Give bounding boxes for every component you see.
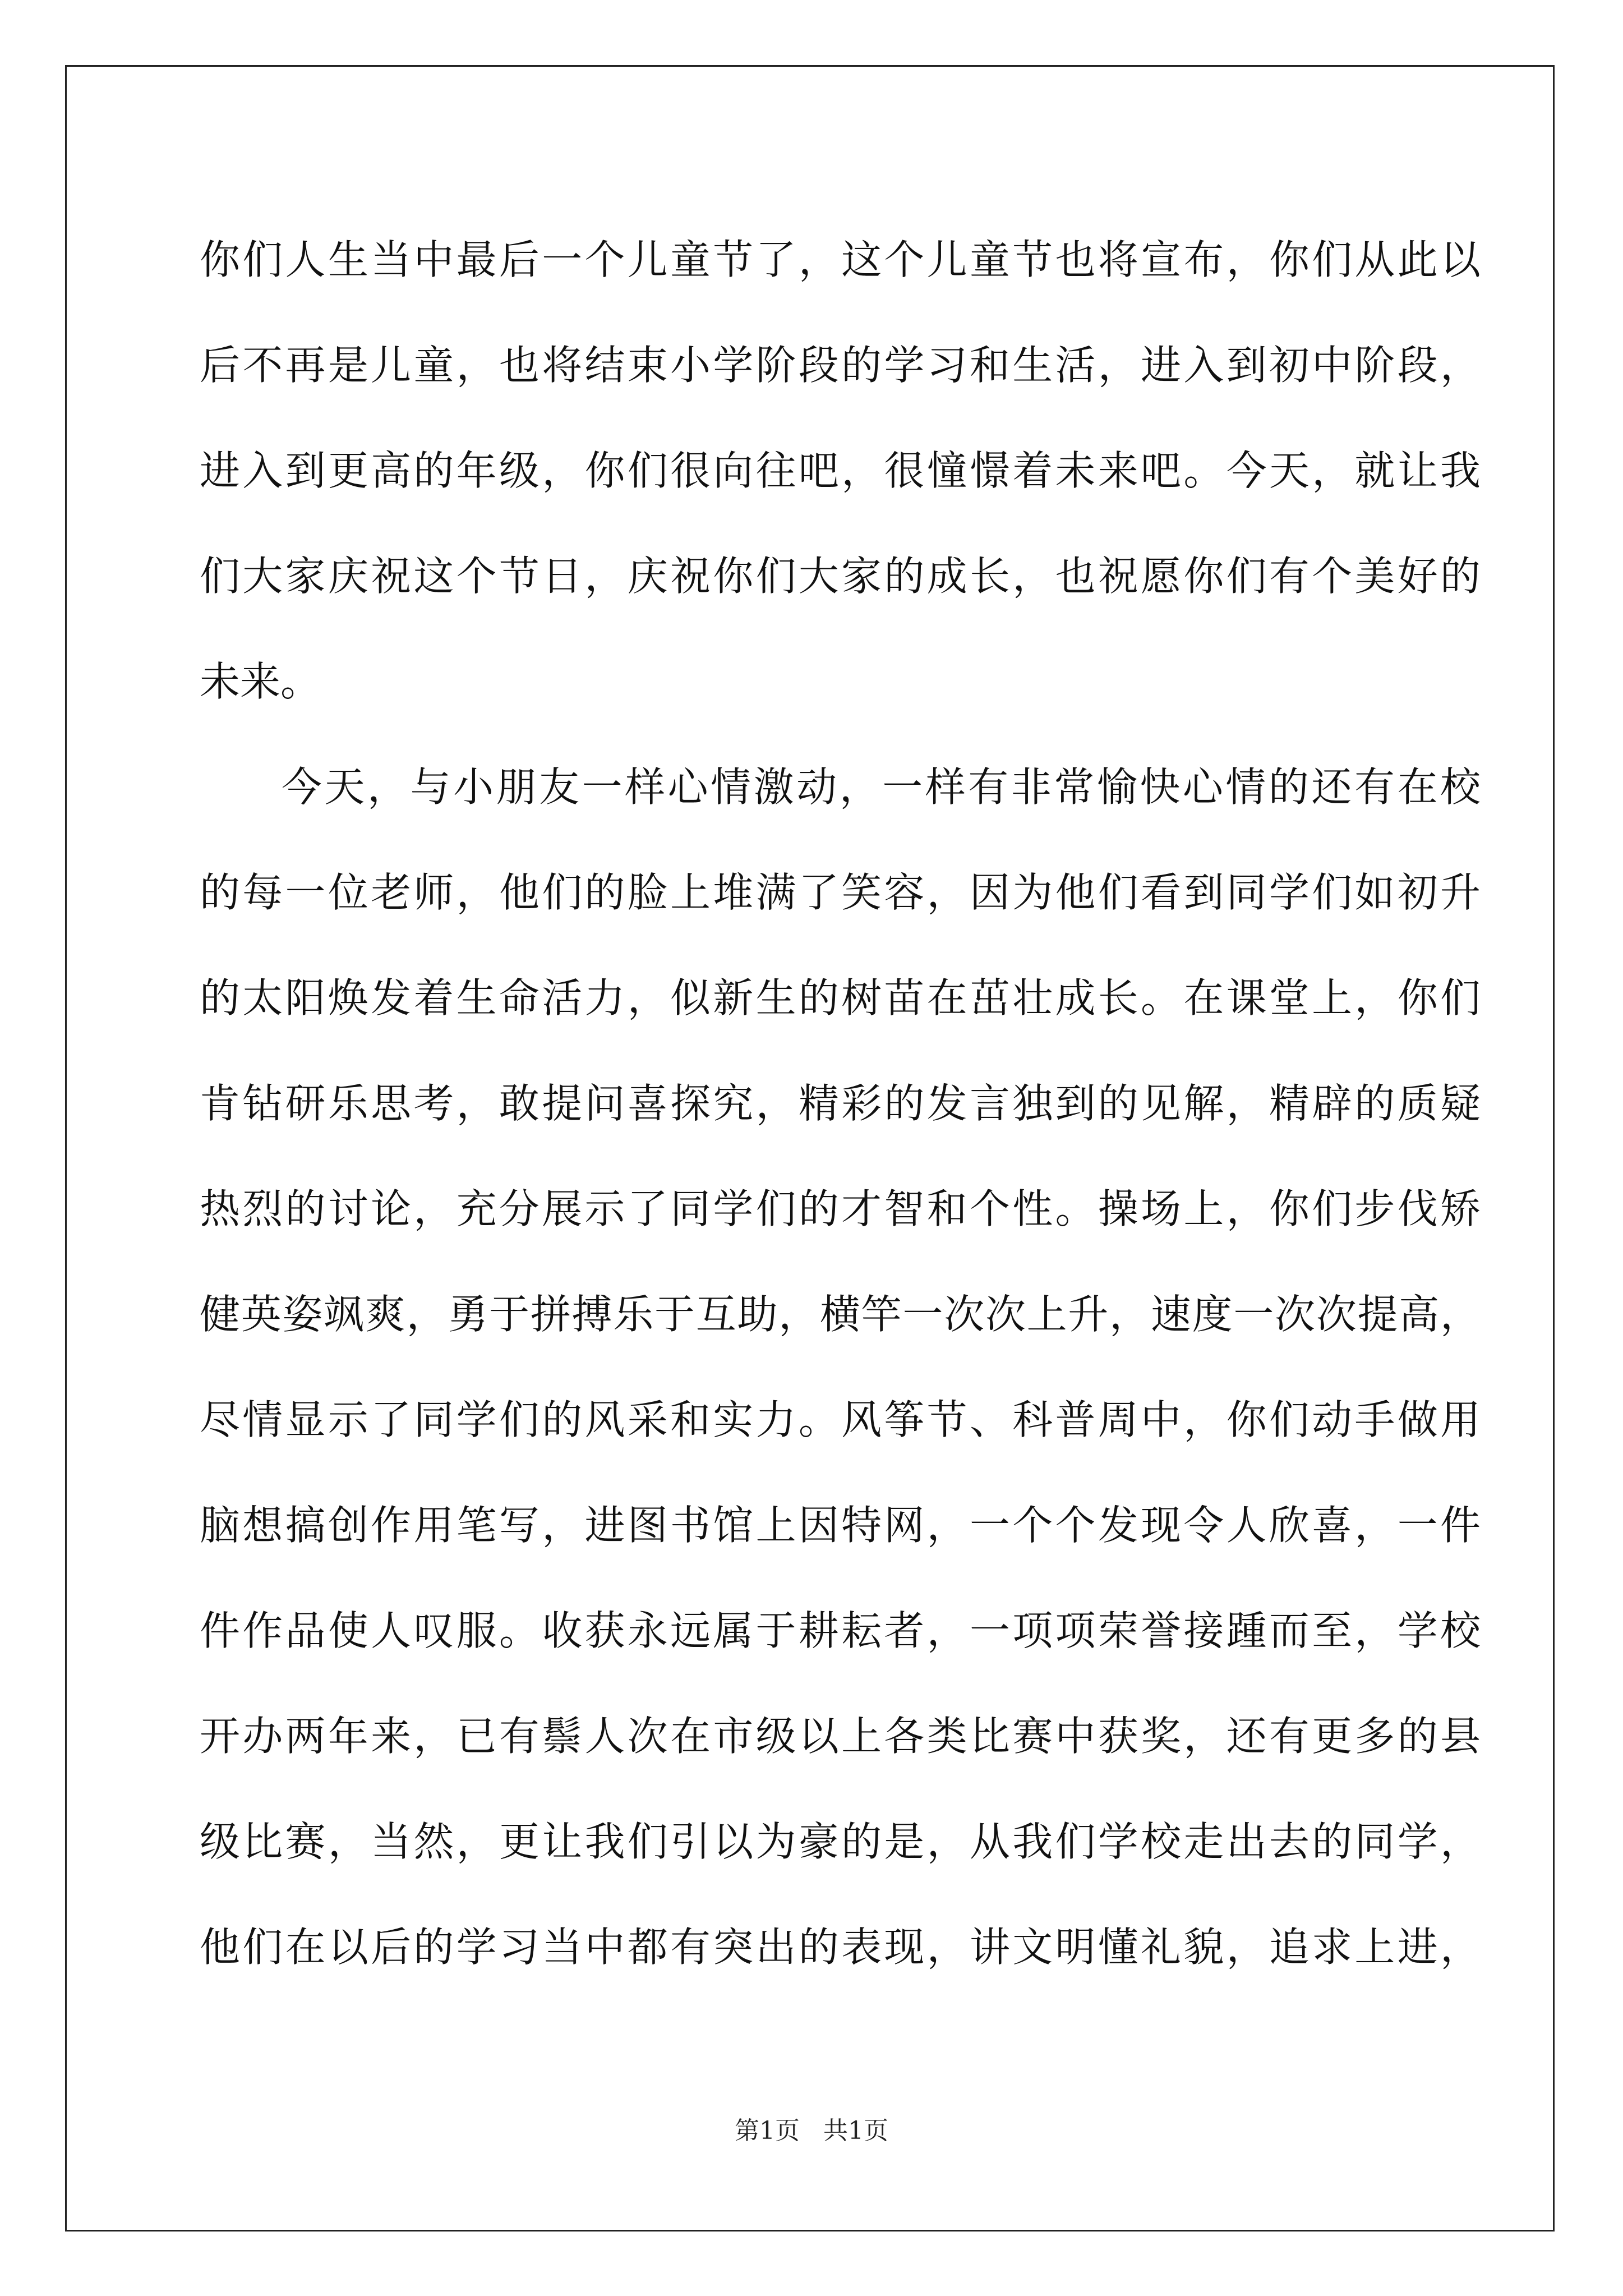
text-line: 件作品使人叹服。收获永远属于耕耘者，一项项荣誉接踵而至，学校 bbox=[200, 1607, 1481, 1654]
page-footer bbox=[0, 2110, 1623, 2146]
document-body bbox=[200, 207, 1481, 2000]
text-line: 脑想搞创作用笔写，进图书馆上因特网，一个个发现令人欣喜，一件 bbox=[200, 1502, 1481, 1549]
text-line: 他们在以后的学习当中都有突出的表现，讲文明懂礼貌，追求上进， bbox=[200, 1924, 1481, 1971]
text-line: 健英姿飒爽，勇于拼搏乐于互助，横竿一次次上升，速度一次次提高， bbox=[200, 1291, 1481, 1338]
text-line: 进入到更高的年级，你们很向往吧，很憧憬着未来吧。今天，就让我 bbox=[200, 447, 1481, 494]
text-line: 开办两年来，已有鬃人次在市级以上各类比赛中获奖，还有更多的县 bbox=[200, 1713, 1481, 1760]
text-line: 热烈的讨论，充分展示了同学们的才智和个性。操场上，你们步伐矫 bbox=[200, 1185, 1481, 1232]
text-line: 级比赛，当然，更让我们引以为豪的是，从我们学校走出去的同学， bbox=[200, 1818, 1481, 1865]
page-number: 第1页 bbox=[735, 2116, 800, 2145]
text-line: 今天，与小朋友一样心情激动，一样有非常愉快心情的还有在校 bbox=[282, 763, 1481, 811]
text-line: 们大家庆祝这个节日，庆祝你们大家的成长，也祝愿你们有个美好的 bbox=[200, 553, 1481, 600]
text-line: 的每一位老师，他们的脸上堆满了笑容，因为他们看到同学们如初升 bbox=[200, 869, 1481, 916]
text-line: 未来。 bbox=[200, 658, 321, 705]
text-line: 的太阳焕发着生命活力，似新生的树苗在茁壮成长。在课堂上，你们 bbox=[200, 974, 1481, 1022]
text-line: 尽情显示了同学们的风采和实力。风筝节、科普周中，你们动手做用 bbox=[200, 1396, 1481, 1443]
text-line: 后不再是儿童，也将结束小学阶段的学习和生活，进入到初中阶段， bbox=[200, 342, 1481, 389]
footer-separator bbox=[800, 2116, 823, 2145]
page-total: 共1页 bbox=[823, 2116, 888, 2145]
text-line: 你们人生当中最后一个儿童节了，这个儿童节也将宣布，你们从此以 bbox=[200, 236, 1481, 283]
text-line: 肯钻研乐思考，敢提问喜探究，精彩的发言独到的见解，精辟的质疑 bbox=[200, 1080, 1481, 1127]
